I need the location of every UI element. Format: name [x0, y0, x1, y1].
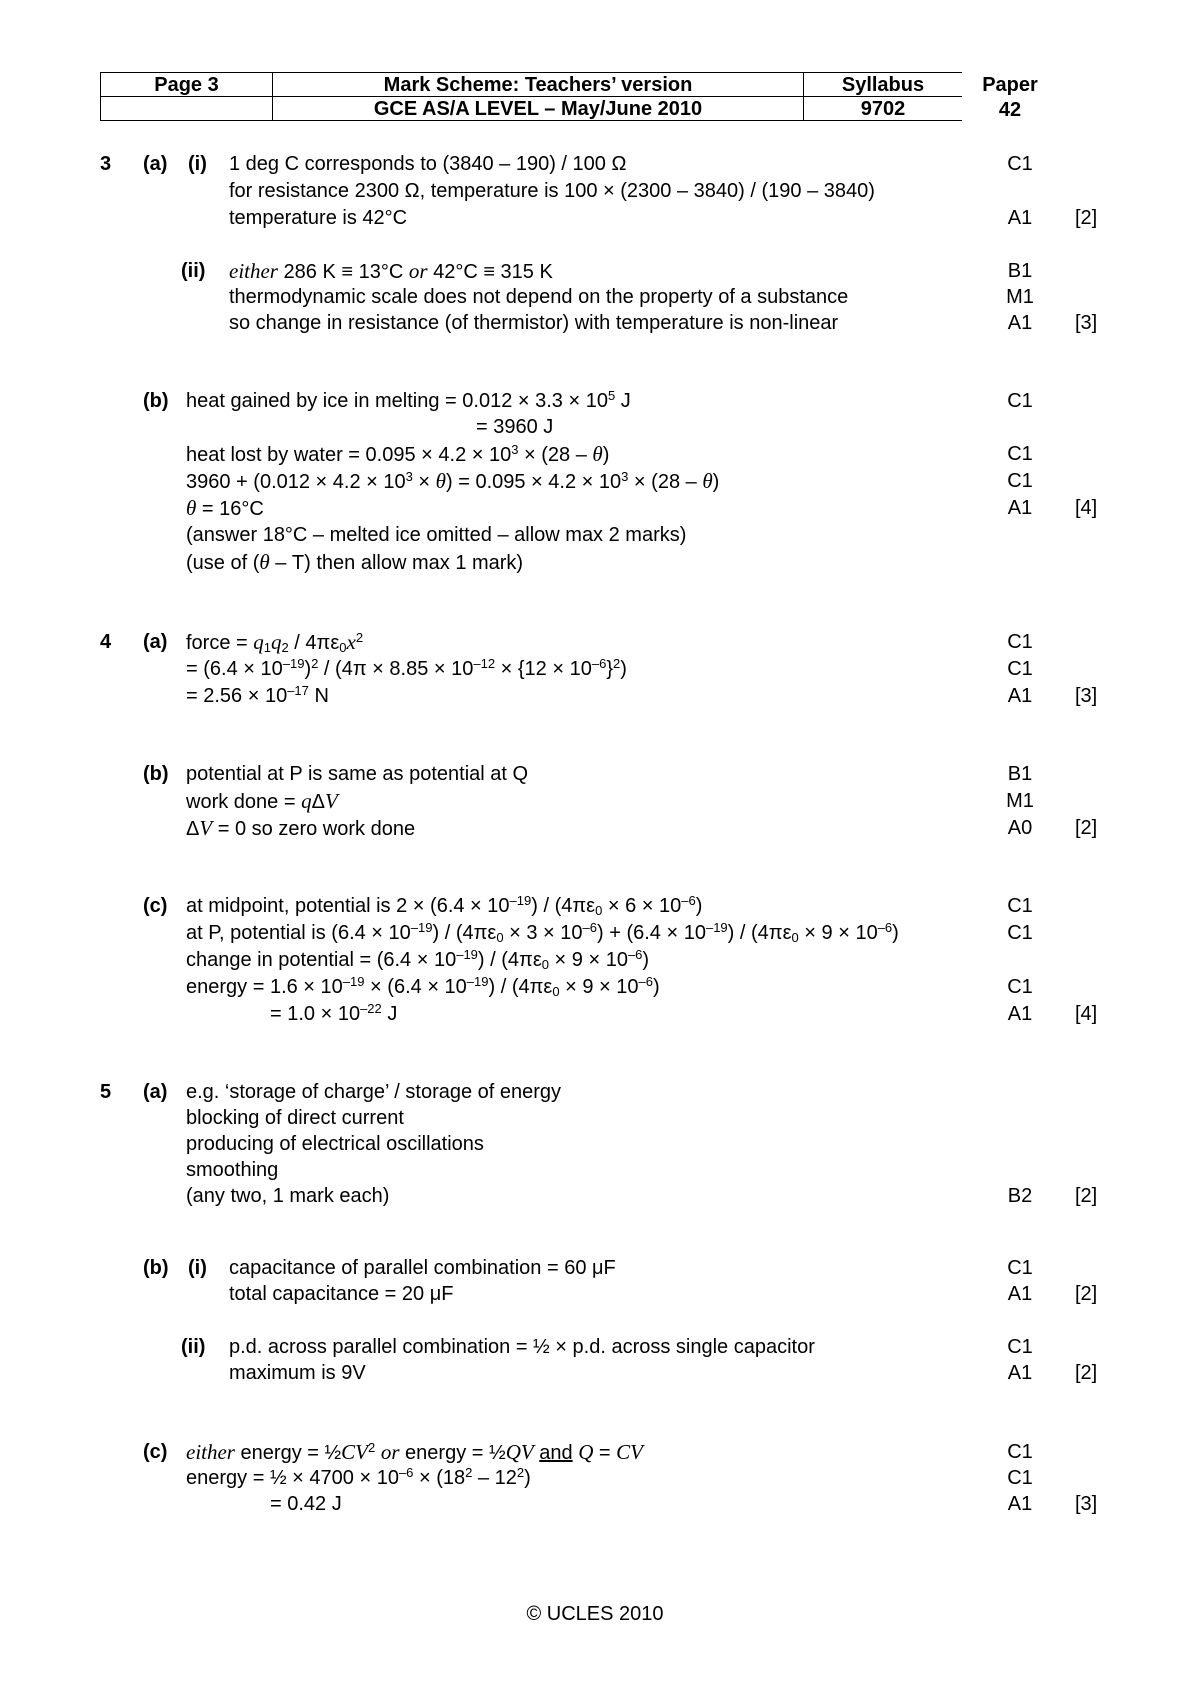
mark-code: A1: [1007, 1362, 1033, 1384]
question-number: 4: [100, 631, 112, 653]
subpart-label: (i): [188, 153, 207, 175]
header-blank-cell: [101, 97, 273, 121]
mark-code: C1: [1007, 390, 1033, 412]
mark-code: B2: [1007, 1185, 1033, 1207]
answer-line: producing of electrical oscillations: [186, 1133, 484, 1155]
answer-line: for resistance 2300 Ω, temperature is 100 × (2300 – 3840) / (190 – 3840): [229, 180, 875, 202]
answer-line: e.g. ‘storage of charge’ / storage of energy: [186, 1081, 562, 1103]
mark-code: A1: [1007, 685, 1033, 707]
answer-line: blocking of direct current: [186, 1107, 404, 1129]
mark-code: C1: [1007, 1257, 1033, 1279]
part-label: (a): [143, 1081, 168, 1103]
part-label: (b): [143, 1257, 169, 1279]
answer-line: force = $q_1q_2 / 4\pi\varepsilon_0x^2$: [186, 630, 364, 655]
mark-code: A1: [1007, 1493, 1033, 1515]
paper-number: 42: [998, 99, 1022, 121]
mark-code: B1: [1007, 763, 1033, 785]
mark-total: [2]: [1075, 1283, 1098, 1305]
mark-code: C1: [1007, 1336, 1033, 1358]
answer-line: heat lost by water = $0.095 \times 4.2 \times 10^3 \times (28 - \theta)$: [186, 442, 610, 466]
mark-code: A1: [1007, 1003, 1033, 1025]
part-label: (a): [143, 631, 168, 653]
answer-line: heat gained by ice in melting = $0.012 \times 3.3 \times 10^5$ J: [186, 388, 631, 412]
answer-line: ΔV = 0 so zero work done: [186, 816, 416, 840]
answer-line: (use of (θ – T) then allow max 1 mark): [186, 550, 524, 574]
answer-line: energy = $1.6 \times 10^{-19} \times (6.4 \times 10^{-19}) / (4\pi\varepsilon_0 \times 9 \times 10^{-6})$: [186, 974, 660, 999]
answer-line: (any two, 1 mark each): [186, 1185, 390, 1207]
mark-code: C1: [1007, 976, 1033, 998]
subpart-label: (i): [188, 1257, 207, 1279]
answer-line: change in potential = $(6.4 \times 10^{-19}) / (4\pi\varepsilon_0 \times 9 \times 10^{-6})$: [186, 947, 650, 972]
mark-code: A1: [1007, 1283, 1033, 1305]
part-label: (b): [143, 390, 169, 412]
answer-line: maximum is 9V: [229, 1362, 366, 1384]
mark-code: A1: [1007, 497, 1033, 519]
subpart-label: (ii): [181, 1336, 206, 1358]
mark-code: C1: [1007, 153, 1033, 175]
answer-line: either energy = $\frac{1}{2}CV^2$ or energy = ½QV and Q = CV: [186, 1440, 643, 1464]
mark-code: A1: [1007, 312, 1033, 334]
question-number: 5: [100, 1081, 112, 1103]
answer-line: θ = 16°C: [186, 496, 264, 520]
mark-total: [2]: [1075, 1362, 1098, 1384]
mark-total: [3]: [1075, 312, 1098, 334]
answer-line: temperature is 42°C: [229, 207, 408, 229]
subpart-label: (ii): [181, 260, 206, 282]
document-title: Mark Scheme: Teachers’ version: [273, 73, 804, 97]
answer-line: at P, potential is $(6.4 \times 10^{-19}) / (4\pi\varepsilon_0 \times 3 \times 10^{-6}) + (6.4 \times 10^{-19}) / (4\pi\varepsilon_0 \times 9 \times 10^{-6})$: [186, 920, 899, 945]
answer-line: thermodynamic scale does not depend on the property of a substance: [229, 286, 849, 308]
syllabus-label: Syllabus: [804, 73, 963, 97]
part-label: (a): [143, 153, 168, 175]
mark-total: [2]: [1075, 1185, 1098, 1207]
answer-line: so change in resistance (of thermistor) with temperature is non-linear: [229, 312, 839, 334]
answer-line: either 286 K ≡ 13°C or 42°C ≡ 315 K: [229, 259, 553, 283]
mark-code: C1: [1007, 631, 1033, 653]
answer-line: total capacitance = 20 μF: [229, 1283, 454, 1305]
answer-line: 1 deg C corresponds to (3840 – 190) / 100 Ω: [229, 153, 627, 175]
answer-line: potential at P is same as potential at Q: [186, 763, 529, 785]
answer-line: work done = qΔV: [186, 789, 338, 813]
page-number: Page 3: [101, 73, 273, 97]
mark-code: C1: [1007, 658, 1033, 680]
answer-line: $3960 + (0.012 \times 4.2 \times 10^3 \times \theta) = 0.095 \times 4.2 \times 10^3 \times (28 - \theta)$: [186, 469, 720, 493]
mark-total: [2]: [1075, 817, 1098, 839]
mark-code: M1: [1006, 286, 1034, 308]
answer-line: = $2.56 \times 10^{-17}$ N: [186, 683, 329, 707]
paper-label: Paper: [982, 74, 1038, 96]
mark-code: A0: [1007, 817, 1033, 839]
question-number: 3: [100, 153, 112, 175]
mark-code: C1: [1007, 1467, 1033, 1489]
mark-total: [3]: [1075, 685, 1098, 707]
answer-line: at midpoint, potential is $2 \times (6.4 \times 10^{-19}) / (4\pi\varepsilon_0 \times 6 \times 10^{-6})$: [186, 893, 703, 918]
answer-line: = $(6.4 \times 10^{-19})^2 / (4\pi \times 8.85 \times 10^{-12} \times \{12 \times 10^{-6}\}^2)$: [186, 656, 627, 680]
header-table: [100, 72, 962, 121]
answer-line: smoothing: [186, 1159, 279, 1181]
copyright-footer: © UCLES 2010: [526, 1603, 664, 1625]
part-label: (c): [143, 1441, 168, 1463]
answer-line: p.d. across parallel combination = ½ × p.d. across single capacitor: [229, 1336, 815, 1358]
mark-total: [3]: [1075, 1493, 1098, 1515]
mark-total: [4]: [1075, 497, 1098, 519]
answer-line: = 0.42 J: [270, 1493, 342, 1515]
answer-line: (answer 18°C – melted ice omitted – allow max 2 marks): [186, 524, 687, 546]
mark-code: C1: [1007, 443, 1033, 465]
mark-code: C1: [1007, 922, 1033, 944]
mark-code: C1: [1007, 895, 1033, 917]
answer-line: = 3960 J: [476, 416, 554, 438]
mark-total: [4]: [1075, 1003, 1098, 1025]
answer-line: capacitance of parallel combination = 60 μF: [229, 1257, 616, 1279]
answer-line: energy = ½ × $4700 \times 10^{-6} \times (18^2 - 12^2)$: [186, 1465, 531, 1489]
mark-code: M1: [1006, 790, 1034, 812]
syllabus-code: 9702: [804, 97, 963, 121]
mark-code: B1: [1007, 260, 1033, 282]
answer-line: = $1.0 \times 10^{-22}$ J: [270, 1001, 398, 1025]
mark-code: A1: [1007, 207, 1033, 229]
mark-code: C1: [1007, 470, 1033, 492]
mark-code: C1: [1007, 1441, 1033, 1463]
part-label: (b): [143, 763, 169, 785]
part-label: (c): [143, 895, 168, 917]
mark-total: [2]: [1075, 207, 1098, 229]
exam-name: GCE AS/A LEVEL – May/June 2010: [273, 97, 804, 121]
